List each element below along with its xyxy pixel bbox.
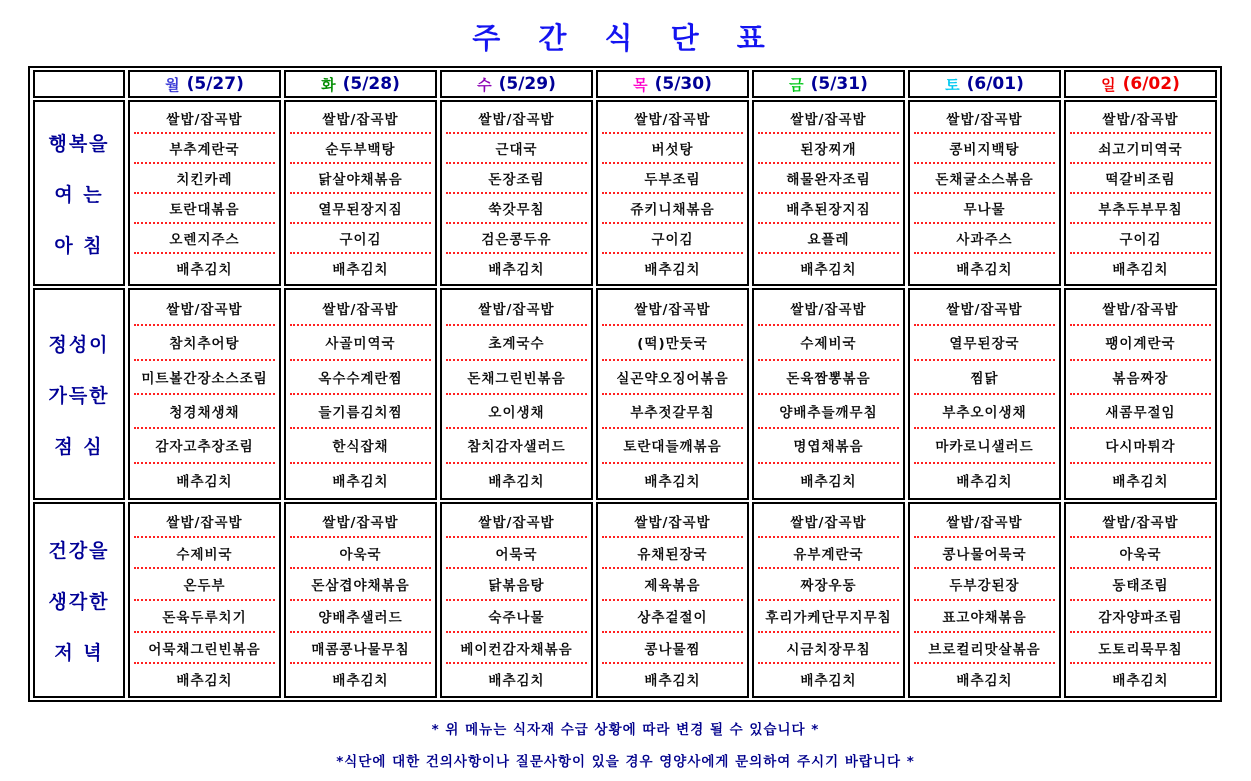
menu-item: 짜장우동 xyxy=(758,569,899,601)
menu-item: 실곤약오징어볶음 xyxy=(602,361,743,395)
menu-item: 콩나물찜 xyxy=(602,633,743,665)
menu-item: 미트볼간장소스조림 xyxy=(134,361,275,395)
menu-item: 돈채그린빈볶음 xyxy=(446,361,587,395)
menu-cell xyxy=(596,100,749,286)
page-title: 주 간 식 단 표 xyxy=(472,21,779,55)
menu-cell xyxy=(1064,100,1217,286)
menu-item: 유부계란국 xyxy=(758,538,899,570)
menu-item: 닭살야채볶음 xyxy=(290,164,431,194)
menu-cell xyxy=(284,502,437,698)
menu-item: 찜닭 xyxy=(914,361,1055,395)
day-header-mon xyxy=(128,70,281,98)
menu-item: 배추김치 xyxy=(800,262,857,278)
menu-item: 온두부 xyxy=(134,569,275,601)
menu-item: 상추겉절이 xyxy=(602,601,743,633)
menu-item: 열무된장지짐 xyxy=(290,194,431,224)
menu-item: 참치추어탕 xyxy=(134,326,275,360)
menu-item: 치킨카레 xyxy=(134,164,275,194)
menu-item: 두부강된장 xyxy=(914,569,1055,601)
menu-item: 청경채생채 xyxy=(134,395,275,429)
menu-item: 쌀밥/잡곡밥 xyxy=(290,104,431,134)
menu-item: 버섯탕 xyxy=(602,134,743,164)
section-label-line: 점 심 xyxy=(54,435,104,458)
section-label-line: 저 녁 xyxy=(54,641,104,664)
section-label-dinner xyxy=(33,502,125,698)
day-header-tue xyxy=(284,70,437,98)
menu-item: 시금치장무침 xyxy=(758,633,899,665)
menu-item: 토란대들깨볶음 xyxy=(602,429,743,463)
menu-item: 쌀밥/잡곡밥 xyxy=(134,292,275,326)
menu-item: 브로컬리맛살볶음 xyxy=(914,633,1055,665)
menu-item: 쌀밥/잡곡밥 xyxy=(914,104,1055,134)
menu-item: 배추김치 xyxy=(332,473,389,490)
menu-item: 쌀밥/잡곡밥 xyxy=(1070,104,1211,134)
menu-item: 배추김치 xyxy=(332,262,389,278)
footnote-contact-dietitian: *식단에 대한 건의사항이나 질문사항이 있을 경우 영양사에게 문의하여 주시기 바랍니다 * xyxy=(336,754,915,770)
day-header-fri xyxy=(752,70,905,98)
section-label-line: 생각한 xyxy=(48,590,110,613)
menu-item: 쑥갓무침 xyxy=(446,194,587,224)
menu-item: 감자양파조림 xyxy=(1070,601,1211,633)
menu-item: 쌀밥/잡곡밥 xyxy=(602,292,743,326)
lunch-row xyxy=(33,288,1217,500)
section-label-line: 아 침 xyxy=(54,234,104,257)
day-header-thu xyxy=(596,70,749,98)
day-glyph-tue: 화 xyxy=(321,75,336,94)
menu-item: 부추두부무침 xyxy=(1070,194,1211,224)
menu-item: 배추김치 xyxy=(1112,262,1169,278)
menu-cell xyxy=(752,100,905,286)
menu-item: 배추김치 xyxy=(956,473,1013,490)
day-date-thu: (5/30) xyxy=(654,74,712,94)
menu-cell xyxy=(908,288,1061,500)
day-date-tue: (5/28) xyxy=(342,74,400,94)
menu-item: 유채된장국 xyxy=(602,538,743,570)
breakfast-row xyxy=(33,100,1217,286)
menu-item: 배추김치 xyxy=(956,673,1013,690)
menu-item: 배추김치 xyxy=(176,473,233,490)
menu-item: 요플레 xyxy=(758,224,899,254)
menu-item: 토란대볶음 xyxy=(134,194,275,224)
menu-cell xyxy=(908,502,1061,698)
menu-item: 돈채굴소스볶음 xyxy=(914,164,1055,194)
menu-item: 마카로니샐러드 xyxy=(914,429,1055,463)
menu-item: 쌀밥/잡곡밥 xyxy=(290,292,431,326)
menu-item: 배추김치 xyxy=(1112,673,1169,690)
menu-item: 두부조림 xyxy=(602,164,743,194)
menu-item: 근대국 xyxy=(446,134,587,164)
section-label-line: 건강을 xyxy=(48,539,110,562)
menu-cell xyxy=(440,502,593,698)
menu-item: 돈육두루치기 xyxy=(134,601,275,633)
menu-cell xyxy=(596,502,749,698)
menu-item: 쌀밥/잡곡밥 xyxy=(758,292,899,326)
day-glyph-sat: 토 xyxy=(945,75,960,94)
menu-item: 어묵채그린빈볶음 xyxy=(134,633,275,665)
menu-item: 돈육짬뽕볶음 xyxy=(758,361,899,395)
day-glyph-wed: 수 xyxy=(477,75,492,94)
menu-cell xyxy=(128,502,281,698)
day-header-row xyxy=(33,70,1217,98)
menu-cell xyxy=(752,502,905,698)
menu-item: 콩비지백탕 xyxy=(914,134,1055,164)
menu-item: 오이생채 xyxy=(446,395,587,429)
menu-item: 새콤무절임 xyxy=(1070,395,1211,429)
menu-item: 동태조림 xyxy=(1070,569,1211,601)
menu-item: 명엽채볶음 xyxy=(758,429,899,463)
menu-item: 수제비국 xyxy=(134,538,275,570)
menu-item: 닭볶음탕 xyxy=(446,569,587,601)
menu-item: 쌀밥/잡곡밥 xyxy=(446,506,587,538)
menu-cell xyxy=(128,288,281,500)
menu-item: 배추김치 xyxy=(1112,473,1169,490)
day-header-wed xyxy=(440,70,593,98)
menu-item: 돈장조림 xyxy=(446,164,587,194)
menu-item: 쌀밥/잡곡밥 xyxy=(602,506,743,538)
menu-item: 양배추들깨무침 xyxy=(758,395,899,429)
menu-item: 표고야채볶음 xyxy=(914,601,1055,633)
menu-item: 숙주나물 xyxy=(446,601,587,633)
menu-item: 참치감자샐러드 xyxy=(446,429,587,463)
menu-item: 구이김 xyxy=(290,224,431,254)
menu-cell xyxy=(1064,502,1217,698)
menu-item: 배추김치 xyxy=(800,673,857,690)
menu-item: 쌀밥/잡곡밥 xyxy=(914,506,1055,538)
menu-item: 아욱국 xyxy=(290,538,431,570)
menu-item: 구이김 xyxy=(602,224,743,254)
day-header-sat xyxy=(908,70,1061,98)
menu-item: 배추김치 xyxy=(176,673,233,690)
menu-item: 해물완자조림 xyxy=(758,164,899,194)
day-header-sun xyxy=(1064,70,1217,98)
menu-item: 쌀밥/잡곡밥 xyxy=(290,506,431,538)
menu-item: 쇠고기미역국 xyxy=(1070,134,1211,164)
menu-item: 후리가케단무지무침 xyxy=(758,601,899,633)
menu-item: 쌀밥/잡곡밥 xyxy=(134,506,275,538)
menu-item: 구이김 xyxy=(1070,224,1211,254)
menu-item: 양배추샐러드 xyxy=(290,601,431,633)
section-label-line: 정성이 xyxy=(48,333,110,356)
menu-item: 배추김치 xyxy=(644,673,701,690)
menu-item: 어묵국 xyxy=(446,538,587,570)
menu-item: 배추김치 xyxy=(800,473,857,490)
menu-cell xyxy=(752,288,905,500)
menu-item: 부추계란국 xyxy=(134,134,275,164)
menu-item: 배추김치 xyxy=(644,473,701,490)
day-date-wed: (5/29) xyxy=(498,74,556,94)
menu-item: 사골미역국 xyxy=(290,326,431,360)
day-date-mon: (5/27) xyxy=(186,74,244,94)
menu-item: 떡갈비조림 xyxy=(1070,164,1211,194)
menu-cell xyxy=(284,288,437,500)
menu-item: 쌀밥/잡곡밥 xyxy=(1070,506,1211,538)
day-glyph-mon: 월 xyxy=(165,75,180,94)
menu-item: 배추김치 xyxy=(644,262,701,278)
menu-item: 쥬키니채볶음 xyxy=(602,194,743,224)
day-date-fri: (5/31) xyxy=(810,74,868,94)
corner-cell xyxy=(33,70,125,98)
menu-item: 한식잡채 xyxy=(290,429,431,463)
day-glyph-fri: 금 xyxy=(789,75,804,94)
menu-item: 다시마튀각 xyxy=(1070,429,1211,463)
menu-item: 아욱국 xyxy=(1070,538,1211,570)
menu-item: 옥수수계란찜 xyxy=(290,361,431,395)
day-date-sat: (6/01) xyxy=(966,74,1024,94)
menu-cell xyxy=(128,100,281,286)
menu-item: 검은콩두유 xyxy=(446,224,587,254)
menu-item: 감자고추장조림 xyxy=(134,429,275,463)
menu-item: 배추김치 xyxy=(332,673,389,690)
day-glyph-sun: 일 xyxy=(1101,75,1116,94)
menu-item: 쌀밥/잡곡밥 xyxy=(914,292,1055,326)
section-label-line: 행복을 xyxy=(48,132,110,155)
menu-item: 쌀밥/잡곡밥 xyxy=(758,506,899,538)
menu-item: 팽이계란국 xyxy=(1070,326,1211,360)
menu-item: 볶음짜장 xyxy=(1070,361,1211,395)
menu-item: 매콤콩나물무침 xyxy=(290,633,431,665)
day-date-sun: (6/02) xyxy=(1122,74,1180,94)
weekly-menu-table xyxy=(28,66,1222,702)
menu-cell xyxy=(440,100,593,286)
menu-item: 배추김치 xyxy=(176,262,233,278)
menu-item: 열무된장국 xyxy=(914,326,1055,360)
section-label-line: 여 는 xyxy=(54,183,104,206)
menu-item: (떡)만둣국 xyxy=(602,326,743,360)
menu-item: 쌀밥/잡곡밥 xyxy=(602,104,743,134)
menu-item: 순두부백탕 xyxy=(290,134,431,164)
menu-item: 무나물 xyxy=(914,194,1055,224)
menu-item: 쌀밥/잡곡밥 xyxy=(446,292,587,326)
menu-cell xyxy=(596,288,749,500)
menu-cell xyxy=(908,100,1061,286)
menu-item: 돈삼겹야채볶음 xyxy=(290,569,431,601)
menu-item: 사과주스 xyxy=(914,224,1055,254)
section-label-line: 가득한 xyxy=(48,384,110,407)
menu-item: 베이컨감자채볶음 xyxy=(446,633,587,665)
menu-item: 쌀밥/잡곡밥 xyxy=(134,104,275,134)
menu-item: 배추김치 xyxy=(488,673,545,690)
menu-item: 수제비국 xyxy=(758,326,899,360)
section-label-breakfast xyxy=(33,100,125,286)
menu-item: 쌀밥/잡곡밥 xyxy=(1070,292,1211,326)
menu-item: 콩나물어묵국 xyxy=(914,538,1055,570)
menu-item: 들기름김치찜 xyxy=(290,395,431,429)
dinner-row xyxy=(33,502,1217,698)
section-label-lunch xyxy=(33,288,125,500)
menu-cell xyxy=(284,100,437,286)
menu-item: 초계국수 xyxy=(446,326,587,360)
menu-item: 오렌지주스 xyxy=(134,224,275,254)
menu-item: 배추김치 xyxy=(956,262,1013,278)
menu-item: 쌀밥/잡곡밥 xyxy=(758,104,899,134)
menu-item: 배추김치 xyxy=(488,473,545,490)
menu-item: 쌀밥/잡곡밥 xyxy=(446,104,587,134)
menu-item: 도토리묵무침 xyxy=(1070,633,1211,665)
menu-item: 제육볶음 xyxy=(602,569,743,601)
day-glyph-thu: 목 xyxy=(633,75,648,94)
menu-item: 부추젓갈무침 xyxy=(602,395,743,429)
menu-item: 배추된장지짐 xyxy=(758,194,899,224)
menu-item: 부추오이생채 xyxy=(914,395,1055,429)
menu-cell xyxy=(440,288,593,500)
footnote-menu-change: * 위 메뉴는 식자재 수급 상황에 따라 변경 될 수 있습니다 * xyxy=(431,722,820,738)
menu-item: 배추김치 xyxy=(488,262,545,278)
menu-cell xyxy=(1064,288,1217,500)
menu-item: 된장찌개 xyxy=(758,134,899,164)
